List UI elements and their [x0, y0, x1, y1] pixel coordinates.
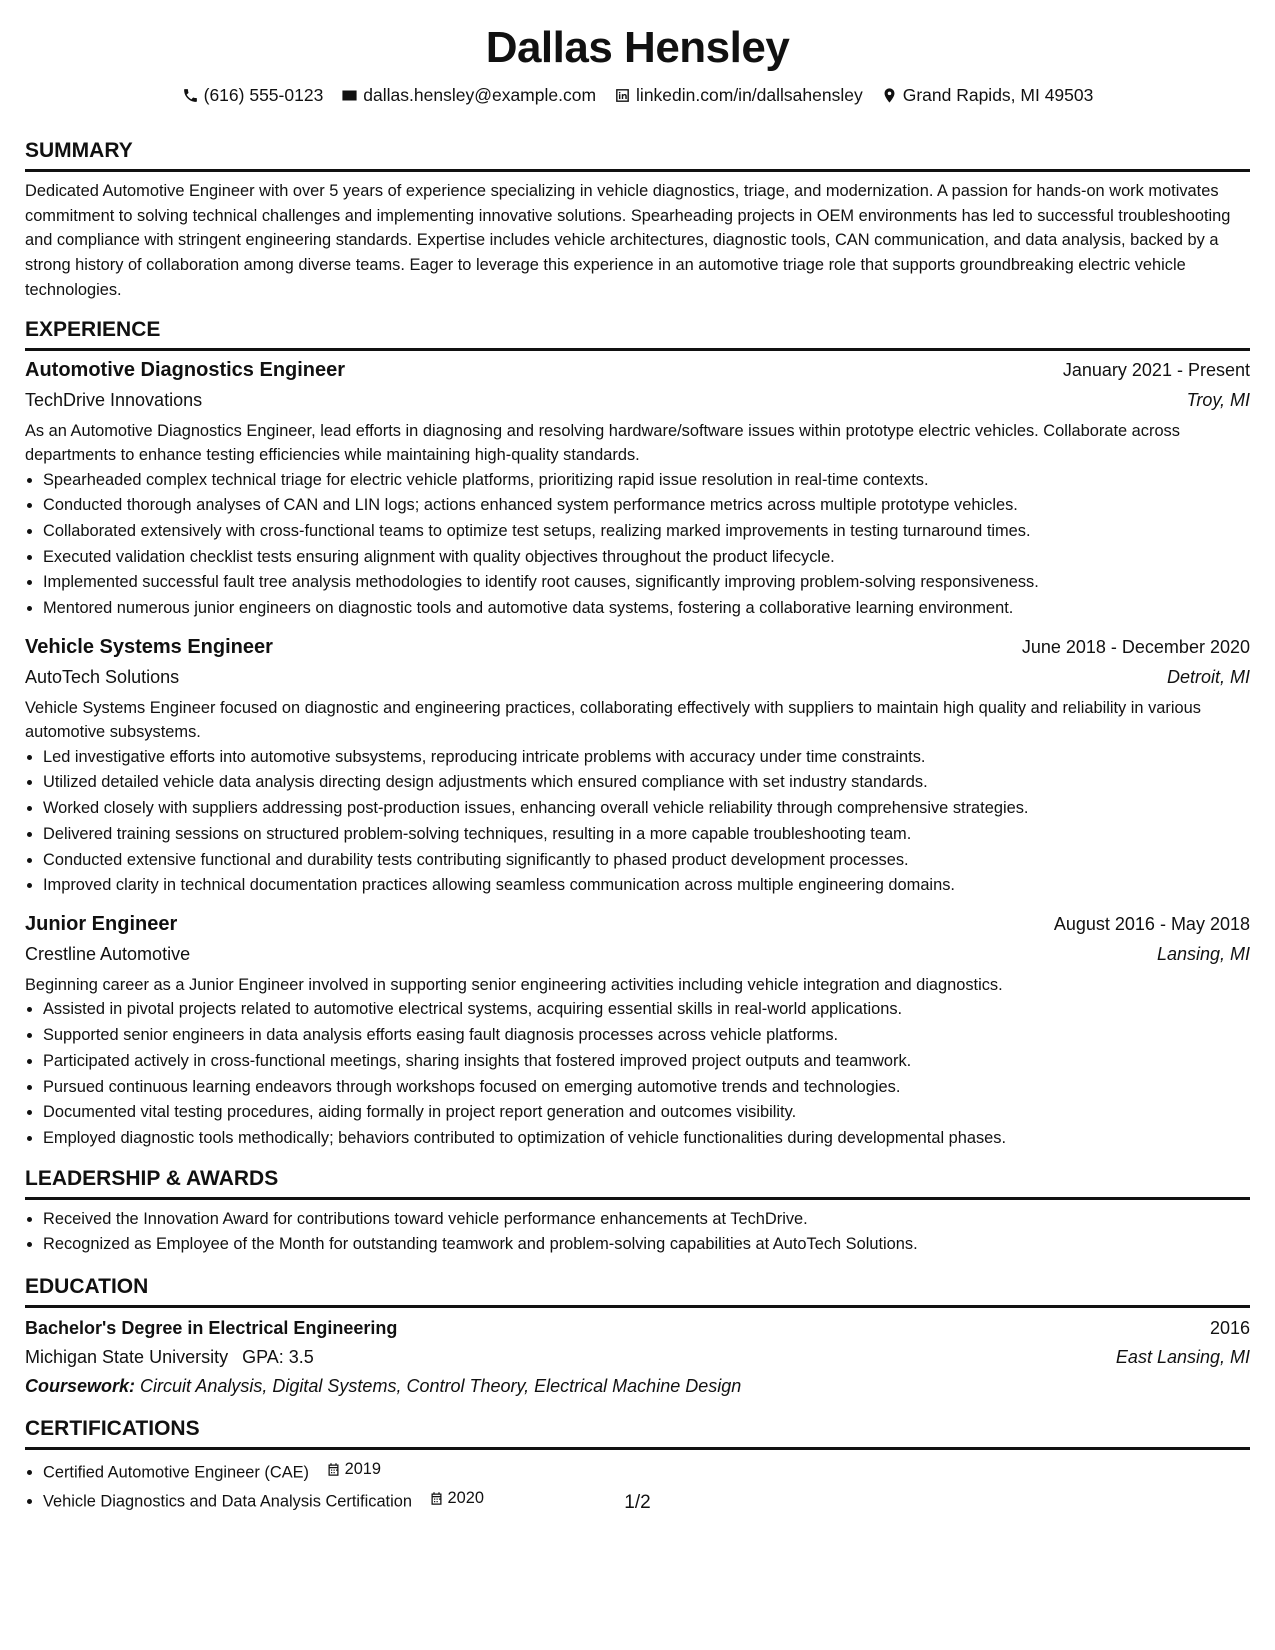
list-item: • Assisted in pivotal projects related to automotive electrical systems, acquiring essential skills in real-world applications. [43, 997, 1250, 1023]
job-bullets [25, 997, 1250, 1151]
list-item: • Collaborated extensively with cross-functional teams to optimize test setups, realizing marked improvements in testing turnaround times. [43, 519, 1250, 545]
contact-phone-text: (616) 555-0123 [203, 84, 324, 105]
list-item: • Executed validation checklist tests ensuring alignment with quality objectives throughout the product lifecycle. [43, 545, 1250, 571]
section-title-experience: EXPERIENCE [25, 317, 1250, 351]
job-company: AutoTech Solutions [25, 666, 180, 687]
job-entry [25, 909, 1250, 1152]
job-description: Beginning career as a Junior Engineer involved in supporting senior engineering activities including vehicle integration and diagnostics. [25, 975, 1003, 994]
job-company: Crestline Automotive [25, 943, 191, 964]
job-dates: January 2021 - Present [1062, 359, 1250, 380]
list-item: • Employed diagnostic tools methodically; behaviors contributed to optimization of vehicle functionalities during developmental phases. [43, 1126, 1250, 1152]
calendar-icon [326, 1462, 341, 1477]
summary-section [25, 138, 1250, 303]
contact-email-text: dallas.hensley@example.com [363, 84, 597, 105]
job-location: Lansing, MI [1156, 943, 1250, 964]
leadership-bullets [25, 1207, 1250, 1258]
list-item: • Led investigative efforts into automotive subsystems, reproducing intricate problems with accuracy under time constraints. [43, 745, 1250, 771]
list-item: • Improved clarity in technical documentation practices allowing seamless communication across multiple engineering domains. [43, 873, 1250, 899]
section-title-education: EDUCATION [25, 1274, 1250, 1308]
certification-year: 2019 [344, 1460, 382, 1479]
job-title: Junior Engineer [25, 912, 178, 935]
phone-icon [182, 87, 199, 104]
certification-date [326, 1457, 381, 1483]
list-item: • Worked closely with suppliers addressing post-production issues, enhancing overall vehicle reliability through comprehensive strategies. [43, 796, 1250, 822]
list-item: • Participated actively in cross-functional meetings, sharing insights that fostered improved project outputs and teamwork. [43, 1049, 1250, 1075]
list-item: • Utilized detailed vehicle data analysis directing design adjustments which ensured compliance with set industry standards. [43, 770, 1250, 796]
job-location: Troy, MI [1186, 389, 1250, 410]
list-item: • Spearheaded complex technical triage for electric vehicle platforms, prioritizing rapid issue resolution in real-time contexts. [43, 468, 1250, 494]
envelope-icon [341, 87, 358, 104]
section-title-leadership: LEADERSHIP & AWARDS [25, 1166, 1250, 1200]
job-entry [25, 632, 1250, 899]
contact-location-text: Grand Rapids, MI 49503 [902, 84, 1094, 105]
summary-text: Dedicated Automotive Engineer with over 5 years of experience specializing in vehicle diagnostics, triage, and modernization. A passion for hands-on work motivates commitment to solving technical challenges and implementing innovative solutions. Spearheading projects in OEM environments has led to successful troubleshooting and compliance with stringent engineering standards. Expertise includes vehicle architectures, diagnostic tools, CAN communication, and data analysis, backed by a strong history of collaboration among diverse teams. Eager to leverage this experience in an automotive triage role that supports groundbreaking electric vehicle technologies. [25, 182, 1231, 299]
job-dates: June 2018 - December 2020 [1021, 636, 1250, 657]
coursework-list: Circuit Analysis, Digital Systems, Control Theory, Electrical Machine Design [140, 1376, 742, 1397]
list-item: • Pursued continuous learning endeavors through workshops focused on emerging automotive trends and technologies. [43, 1075, 1250, 1101]
certification-name: Certified Automotive Engineer (CAE) [43, 1463, 310, 1482]
education-school: Michigan State University [25, 1347, 229, 1368]
job-company: TechDrive Innovations [25, 389, 203, 410]
contact-phone[interactable] [182, 85, 324, 106]
list-item: • Implemented successful fault tree analysis methodologies to identify root causes, significantly improving problem-solving responsiveness. [43, 570, 1250, 596]
job-location: Detroit, MI [1166, 666, 1250, 687]
section-title-certifications: CERTIFICATIONS [25, 1416, 1250, 1450]
job-description: As an Automotive Diagnostics Engineer, lead efforts in diagnosing and resolving hardware/software issues within prototype electric vehicles. Collaborate across departments to enhance testing efficiencies while maintaining high-quality standards. [25, 421, 1180, 465]
job-description: Vehicle Systems Engineer focused on diagnostic and engineering practices, collaborating effectively with suppliers to maintain high quality and reliability in various automotive subsystems. [25, 698, 1201, 742]
education-year: 2016 [1209, 1318, 1250, 1339]
job-bullets [25, 745, 1250, 899]
job-dates: August 2016 - May 2018 [1053, 913, 1250, 934]
education-section [25, 1274, 1250, 1400]
leadership-section [25, 1166, 1250, 1258]
contact-bar [25, 82, 1250, 108]
list-item [43, 1457, 1250, 1486]
section-title-summary: SUMMARY [25, 138, 1250, 172]
candidate-name: Dallas Hensley [485, 23, 790, 72]
job-title: Vehicle Systems Engineer [25, 635, 273, 658]
list-item: • Conducted thorough analyses of CAN and LIN logs; actions enhanced system performance metrics across multiple prototype vehicles. [43, 493, 1250, 519]
linkedin-icon [614, 87, 631, 104]
job-title: Automotive Diagnostics Engineer [25, 358, 346, 381]
education-coursework [25, 1372, 1250, 1400]
job-entry [25, 355, 1250, 622]
list-item: • Documented vital testing procedures, aiding formally in project report generation and outcomes visibility. [43, 1100, 1250, 1126]
education-school-line [25, 1342, 314, 1372]
list-item: • Conducted extensive functional and durability tests contributing significantly to phased product development processes. [43, 848, 1250, 874]
coursework-label: Coursework: [25, 1376, 136, 1397]
page-number: 1/2 [624, 1492, 651, 1513]
list-item: • Received the Innovation Award for contributions toward vehicle performance enhancements at TechDrive. [43, 1207, 1250, 1233]
location-pin-icon [881, 87, 898, 104]
education-degree: Bachelor's Degree in Electrical Engineering [25, 1318, 398, 1339]
certification-name: Vehicle Diagnostics and Data Analysis Certification [43, 1492, 412, 1511]
list-item: • Mentored numerous junior engineers on diagnostic tools and automotive data systems, fostering a collaborative learning environment. [43, 596, 1250, 622]
contact-linkedin-text: linkedin.com/in/dallsahensley [636, 84, 863, 105]
list-item: • Delivered training sessions on structured problem-solving techniques, resulting in a more capable troubleshooting team. [43, 822, 1250, 848]
list-item: • Recognized as Employee of the Month for outstanding teamwork and problem-solving capabilities at AutoTech Solutions. [43, 1232, 1250, 1258]
certification-year: 2020 [447, 1489, 485, 1508]
contact-location [881, 85, 1094, 106]
contact-linkedin[interactable] [614, 85, 863, 106]
education-gpa: GPA: 3.5 [242, 1347, 314, 1368]
experience-section [25, 317, 1250, 1152]
job-bullets [25, 468, 1250, 622]
list-item: • Supported senior engineers in data analysis efforts easing fault diagnosis processes across vehicle platforms. [43, 1023, 1250, 1049]
education-location: East Lansing, MI [1115, 1347, 1250, 1368]
contact-email[interactable] [341, 85, 596, 106]
